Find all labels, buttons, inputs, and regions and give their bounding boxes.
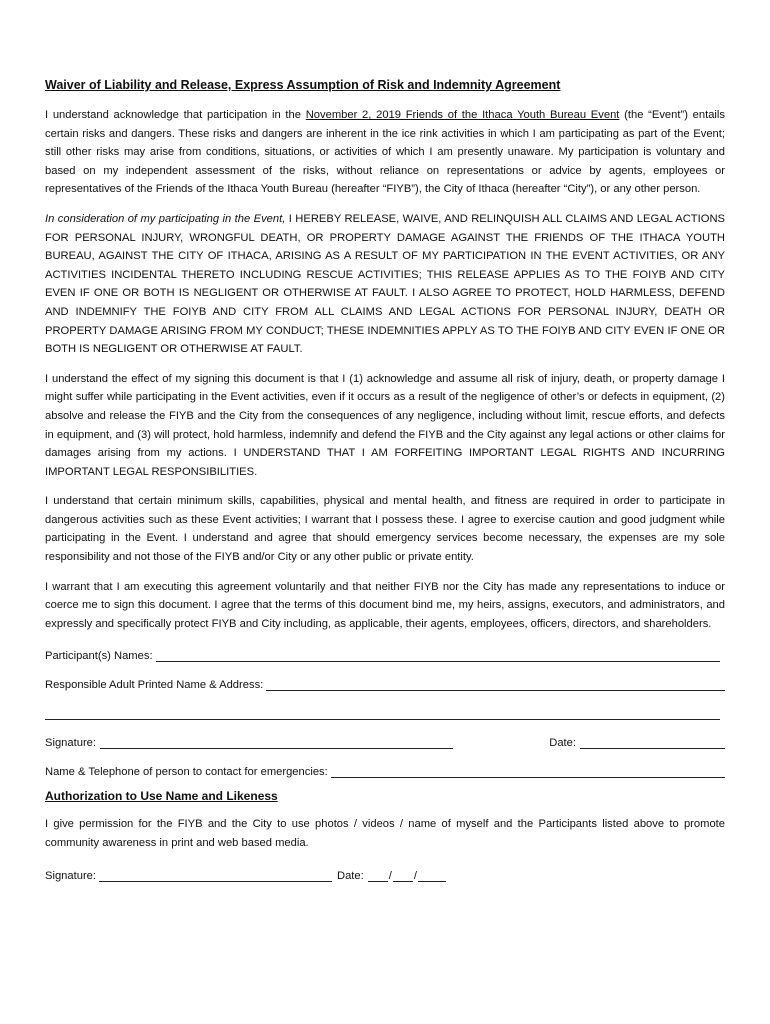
auth-date-year-field[interactable] (418, 869, 446, 882)
signature-field[interactable] (100, 736, 453, 749)
p1-text-pre: I understand acknowledge that participation in the (45, 109, 306, 121)
paragraph-skills: I understand that certain minimum skills, capabilities, physical and mental health, and fitness are required in order to participate in dangerous activities such as these Event activities; I warrant that I possess these. I agree to exercise caution and good judgment while participating in the Event. I understand and agree that should emergency services become necessary, the expenses are my sole responsibility and not those of the FIYB and/or City or any other public or private entity. (45, 495, 725, 564)
date-separator: / (388, 869, 392, 882)
adult-field[interactable] (266, 678, 725, 691)
auth-signature-label: Signature: (45, 869, 96, 882)
date-separator: / (413, 869, 417, 882)
signature-label: Signature: (45, 737, 96, 750)
p1-text-post: (the “Event”) entails certain risks and dangers. These risks and dangers are inherent in the ice rink activities in which I am participating as part of the Event; still other risks may arise from conditions, situations, or activities of which I am presently unaware. My participation is voluntary and based on my independent assessment of the risks, without reliance on representations or advice by agents, employees or representatives of the Friends of the Ithaca Youth Bureau (hereafter “FIYB”), the City of Ithaca (hereafter “City”), or any other person. (45, 109, 725, 196)
authorization-signature-row (45, 864, 725, 882)
emergency-row (45, 760, 725, 778)
auth-date-month-field[interactable] (368, 869, 388, 882)
emergency-field[interactable] (331, 765, 725, 778)
auth-date-label: Date: (337, 869, 364, 882)
paragraph-participation (45, 106, 725, 199)
adult-label: Responsible Adult Printed Name & Address: (45, 679, 264, 692)
p2-body: I HEREBY RELEASE, WAIVE, AND RELINQUISH ALL CLAIMS AND LEGAL ACTIONS FOR PERSONAL INJURY, WRONGFUL DEATH, OR PROPERTY DAMAGE AGAINST THE FRIENDS OF THE ITHACA YOUTH BUREAU, AGAINST THE CITY OF ITHACA, ARISING AS A RESULT OF MY PARTICIPATION IN THE EVENT ACTIVITIES, OR ANY ACTIVITIES INCIDENTAL THERETO INCLUDING RESCUE ACTIVITIES; THIS RELEASE APPLIES AS TO THE FOIYB AND CITY EVEN IF ONE OR BOTH IS NEGLIGENT OR OTHERWISE AT FAULT. I ALSO AGREE TO PROTECT, HOLD HARMLESS, DEFEND AND INDEMNIFY THE FOIYB AND CITY FROM ALL CLAIMS AND LEGAL ACTIONS FOR PERSONAL INJURY, DEATH OR PROPERTY DAMAGE ARISING FROM MY CONDUCT; THESE INDEMNITIES APPLY AS TO THE FOIYB AND CITY EVEN IF ONE OR BOTH IS NEGLIGENT OR OTHERWISE AT FAULT. (45, 212, 725, 356)
paragraph-release (45, 210, 725, 359)
paragraph-effect: I understand the effect of my signing this document is that I (1) acknowledge and assume all risk of injury, death, or property damage I might suffer while participating in the Event activities, even if it occurs as a result of the negligence of other’s or defects in equipment, (2) absolve and release the FIYB and the City from the consequences of any negligence, including without limit, rescue efforts, and defects in equipment, and (3) will protect, hold harmless, indemnify and defend the FIYB and the City against any legal actions or other claims for damages arising from my actions. I UNDERSTAND THAT I AM FORFEITING IMPORTANT LEGAL RIGHTS AND INCURRING IMPORTANT LEGAL RESPONSIBILITIES. (45, 372, 725, 478)
auth-date-day-field[interactable] (393, 869, 413, 882)
authorization-heading: Authorization to Use Name and Likeness (45, 789, 278, 804)
participants-label: Participant(s) Names: (45, 650, 153, 663)
date-field[interactable] (580, 736, 725, 749)
address-continuation-field[interactable] (45, 707, 720, 720)
p2-lead: In consideration of my participating in the Event, (45, 212, 286, 225)
address-continuation-row (45, 702, 725, 720)
emergency-label: Name & Telephone of person to contact for emergencies: (45, 766, 328, 779)
paragraph-warrant: I warrant that I am executing this agreement voluntarily and that neither FIYB nor the City has made any representations to induce or coerce me to sign this document. I agree that the terms of this document bind me, my heirs, assigns, executors, and administrators, and expressly and specifically protect FIYB and City including, as applicable, their agents, employees, officers, directors, and shareholders. (45, 580, 725, 630)
participants-row (45, 644, 725, 662)
date-label: Date: (549, 737, 576, 750)
adult-row (45, 673, 725, 691)
authorization-text: I give permission for the FIYB and the City to use photos / videos / name of myself and the Participants listed above to promote community awareness in print and web based media. (45, 818, 725, 850)
auth-signature-field[interactable] (99, 869, 332, 882)
participants-field[interactable] (156, 649, 720, 662)
waiver-document (45, 78, 725, 893)
signature-row (45, 731, 725, 749)
document-title: Waiver of Liability and Release, Express Assumption of Risk and Indemnity Agreement (45, 78, 561, 92)
event-name: November 2, 2019 Friends of the Ithaca Youth Bureau Event (305, 109, 620, 121)
